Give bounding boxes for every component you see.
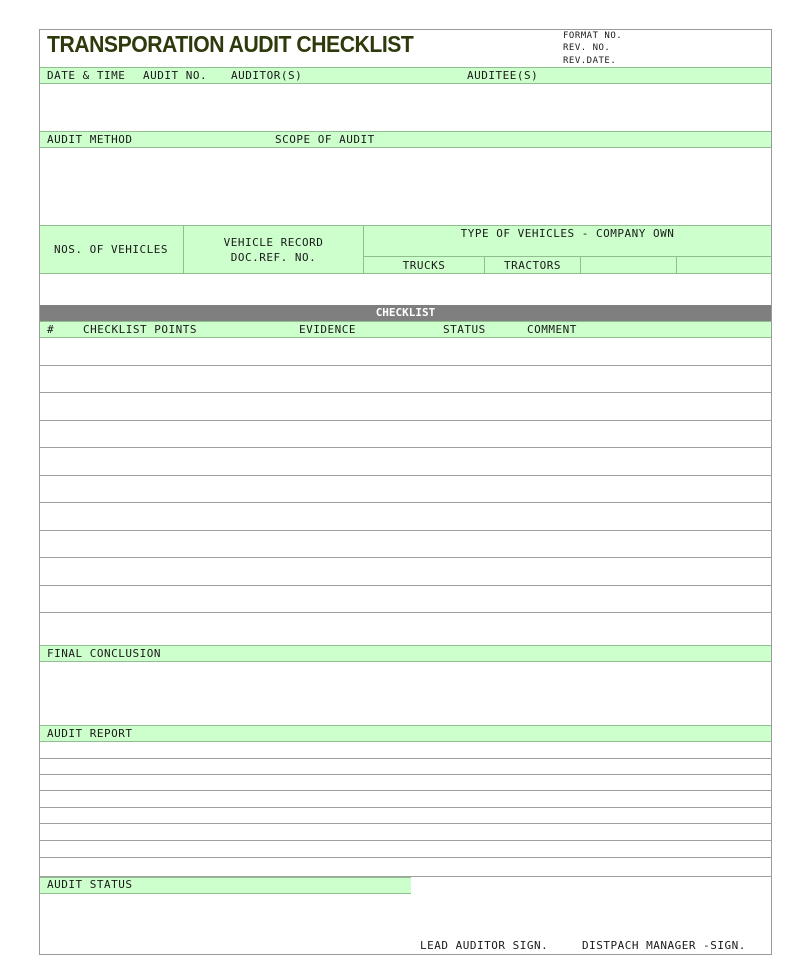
col-comment: COMMENT xyxy=(527,323,577,336)
date-time-label: DATE & TIME xyxy=(47,69,126,82)
checklist-row-line xyxy=(40,585,771,586)
col-evidence: EVIDENCE xyxy=(299,323,356,336)
audit-method-label: AUDIT METHOD xyxy=(47,133,133,146)
report-line xyxy=(40,823,771,824)
report-line xyxy=(40,840,771,841)
vehicle-record-label: VEHICLE RECORD xyxy=(223,236,324,249)
form-title: TRANSPORATION AUDIT CHECKLIST xyxy=(47,31,414,57)
vehicles-subdivider xyxy=(364,256,771,257)
format-no-label: FORMAT NO. xyxy=(563,31,623,41)
checklist-row-line xyxy=(40,530,771,531)
lead-auditor-sign-label: LEAD AUDITOR SIGN. xyxy=(420,939,549,952)
report-line xyxy=(40,807,771,808)
audit-report-label: AUDIT REPORT xyxy=(47,727,133,740)
vehicles-divider-1 xyxy=(183,226,184,273)
checklist-row-line xyxy=(40,557,771,558)
doc-ref-label: DOC.REF. NO. xyxy=(230,251,317,264)
col-status: STATUS xyxy=(443,323,486,336)
checklist-row-line xyxy=(40,365,771,366)
vehicles-divider-4 xyxy=(580,257,581,273)
col-checklist-points: CHECKLIST POINTS xyxy=(83,323,197,336)
report-line xyxy=(40,790,771,791)
checklist-row-line xyxy=(40,447,771,448)
auditees-label: AUDITEE(S) xyxy=(467,69,539,82)
scope-label: SCOPE OF AUDIT xyxy=(275,133,375,146)
checklist-row-line xyxy=(40,502,771,503)
report-line xyxy=(40,758,771,759)
audit-status-label: AUDIT STATUS xyxy=(47,878,133,891)
final-conclusion-label: FINAL CONCLUSION xyxy=(47,647,161,660)
report-line xyxy=(40,857,771,858)
audit-report-band xyxy=(40,725,771,742)
vehicles-divider-5 xyxy=(676,257,677,273)
rev-date-label: REV.DATE. xyxy=(563,56,617,66)
report-line xyxy=(40,774,771,775)
rev-no-label: REV. NO. xyxy=(563,43,611,53)
checklist-row-line xyxy=(40,420,771,421)
checklist-row-line xyxy=(40,392,771,393)
vehicle-type-heading: TYPE OF VEHICLES - COMPANY OWN xyxy=(460,227,675,240)
form-frame xyxy=(39,29,772,955)
dispatch-manager-sign-label: DISTPACH MANAGER -SIGN. xyxy=(582,939,746,952)
trucks-label: TRUCKS xyxy=(402,259,446,272)
audit-no-label: AUDIT NO. xyxy=(143,69,208,82)
checklist-row-line xyxy=(40,612,771,613)
method-band xyxy=(40,131,771,148)
auditors-label: AUDITOR(S) xyxy=(231,69,303,82)
col-number: # xyxy=(47,323,55,336)
nos-vehicles-label: NOS. OF VEHICLES xyxy=(54,243,168,256)
tractors-label: TRACTORS xyxy=(504,259,561,272)
checklist-title: CHECKLIST xyxy=(40,305,771,321)
checklist-row-line xyxy=(40,475,771,476)
